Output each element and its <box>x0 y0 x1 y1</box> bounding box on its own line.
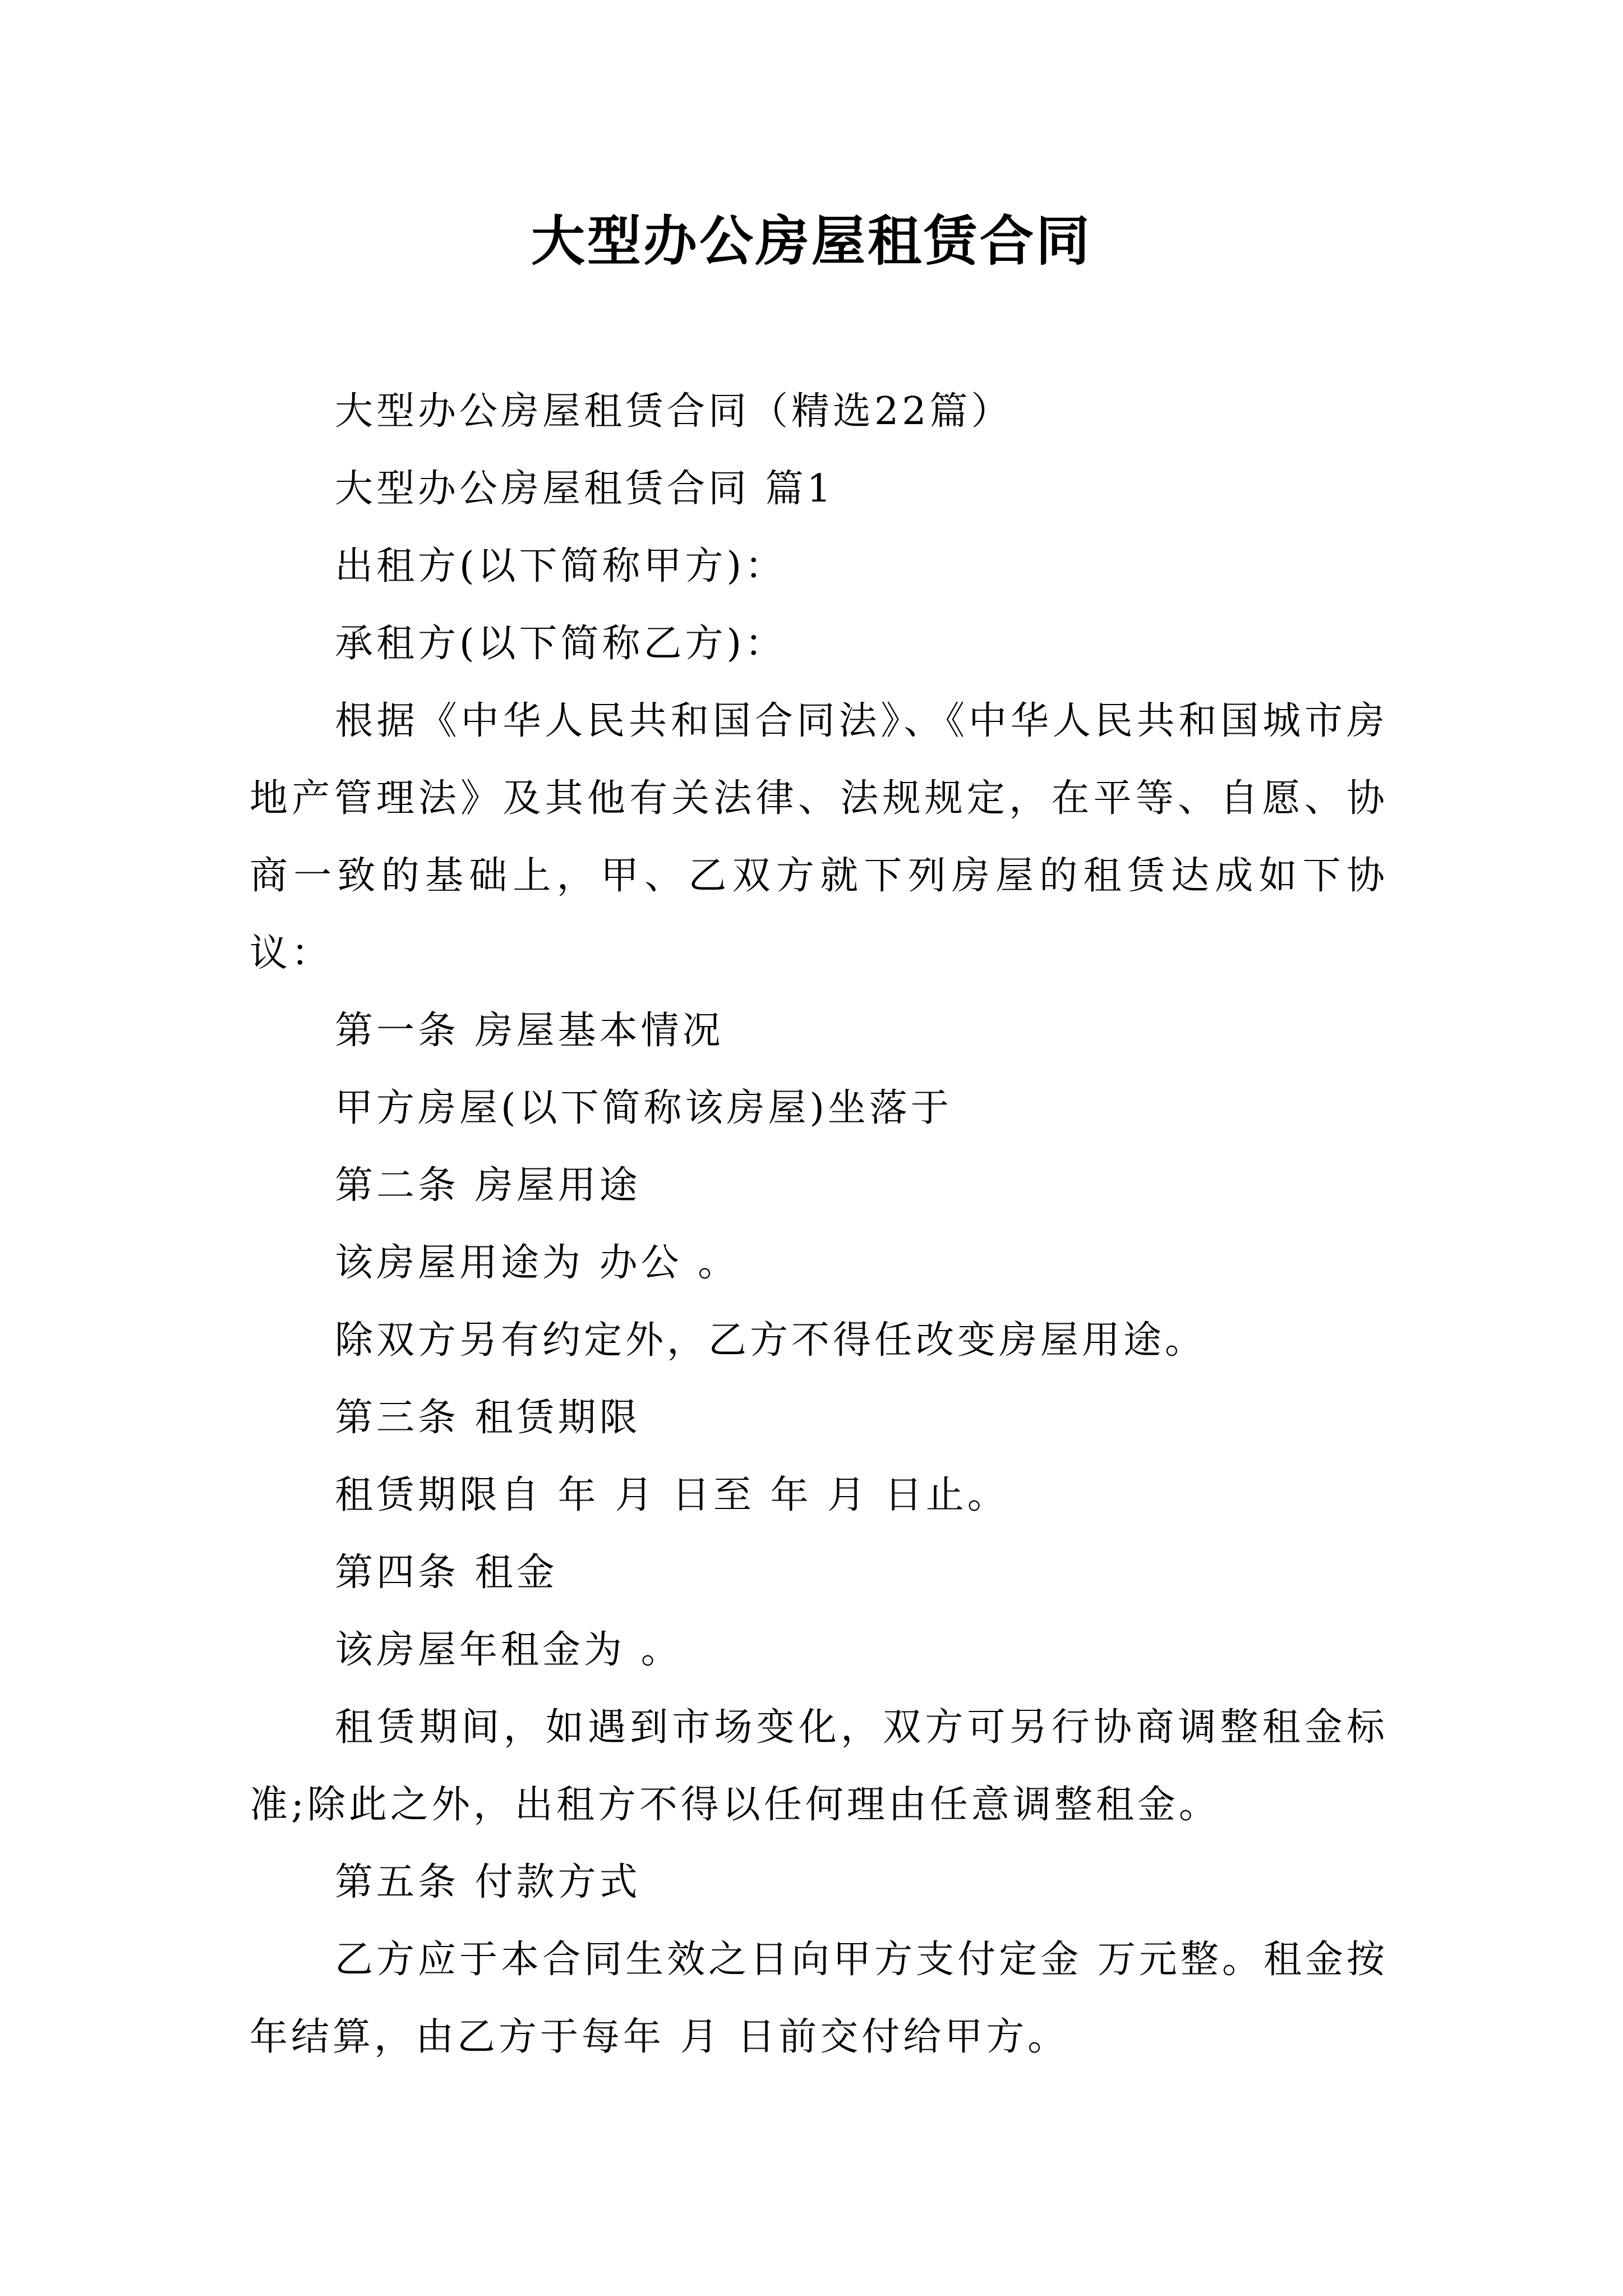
clause-heading-3: 第三条 租赁期限 <box>335 1396 641 1440</box>
clause-heading-5: 第五条 付款方式 <box>335 1860 641 1904</box>
paragraph-lessor: 出租方(以下简称甲方)： <box>335 544 787 588</box>
clause-body: 乙方应于本合同生效之日向甲方支付定金 万元整。租金按年结算，由乙方于每年 月 日前交付给甲方。 <box>250 1938 1388 2059</box>
clause-body: 租赁期限自 年 月 日至 年 月 日止。 <box>335 1473 1009 1517</box>
clause-body: 除双方另有约定外，乙方不得任改变房屋用途。 <box>335 1318 1207 1363</box>
paragraph-lessee: 承租方(以下简称乙方)： <box>335 622 787 666</box>
paragraph-preamble: 根据《中华人民共和国合同法》、《中华人民共和国城市房地产管理法》及其他有关法律、法规规定，在平等、自愿、协商一致的基础上，甲、乙双方就下列房屋的租赁达成如下协议： <box>250 699 1388 976</box>
paragraph-chapter-heading: 大型办公房屋租赁合同 篇1 <box>335 467 834 511</box>
clause-body: 该房屋用途为 办公 。 <box>335 1241 740 1285</box>
clause-body: 该房屋年租金为 。 <box>335 1628 683 1672</box>
clause-heading-2: 第二条 房屋用途 <box>335 1163 641 1208</box>
document-title: 大型办公房屋租赁合同 <box>531 209 1092 273</box>
clause-body: 甲方房屋(以下简称该房屋)坐落于 <box>335 1086 953 1130</box>
paragraph-subtitle: 大型办公房屋租赁合同（精选22篇） <box>335 389 1013 434</box>
clause-heading-1: 第一条 房屋基本情况 <box>335 1009 724 1053</box>
document-body <box>250 373 1388 2076</box>
clause-heading-4: 第四条 租金 <box>335 1550 558 1595</box>
clause-body: 租赁期间，如遇到市场变化，双方可另行协商调整租金标准;除此之外，出租方不得以任何理由任意调整租金。 <box>250 1705 1388 1827</box>
